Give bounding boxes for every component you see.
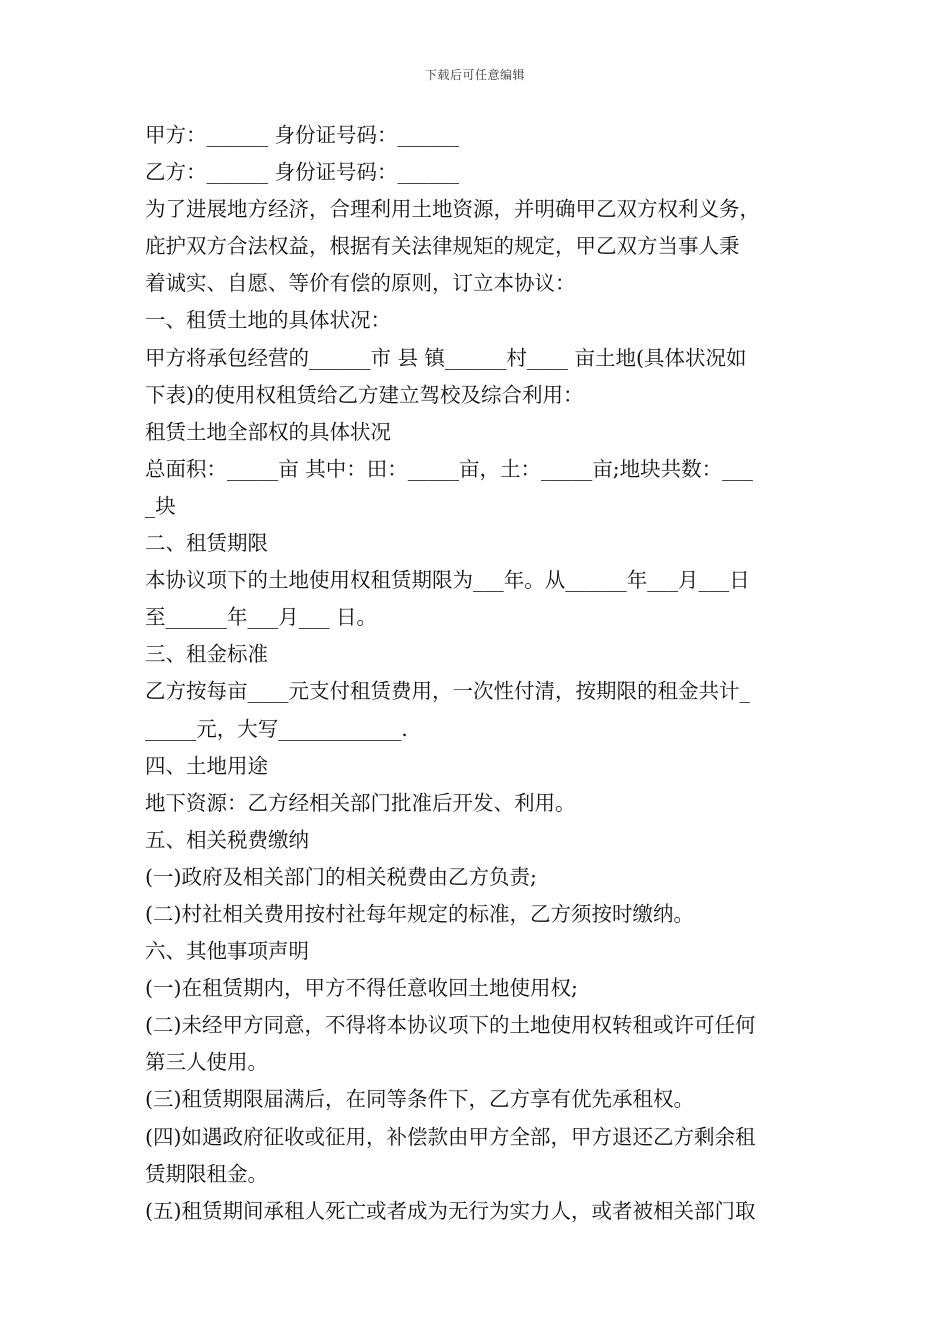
paragraph-line: 第三人使用。: [145, 1050, 268, 1075]
paragraph-line: 租赁土地全部权的具体状况: [145, 419, 391, 444]
paragraph-line: _____元，大写____________.: [145, 716, 408, 741]
party-b-line: 乙方：______ 身份证号码：______: [145, 160, 460, 185]
paragraph-line: (二)村社相关费用按村社每年规定的标准，乙方须按时缴纳。: [145, 901, 694, 926]
paragraph-line: (三)租赁期限届满后，在同等条件下，乙方享有优先承租权。: [145, 1087, 694, 1112]
paragraph-line: _块: [145, 493, 176, 518]
section-heading: 一、租赁土地的具体状况：: [145, 308, 391, 333]
paragraph-line: 下表)的使用权租赁给乙方建立驾校及综合利用：: [145, 382, 584, 407]
paragraph-line: (四)如遇政府征收或征用，补偿款由甲方全部，甲方退还乙方剩余租: [145, 1124, 756, 1149]
paragraph-line: (一)政府及相关部门的相关税费由乙方负责;: [145, 864, 537, 889]
page-header: 下载后可任意编辑: [424, 68, 525, 82]
paragraph-line: 地下资源：乙方经相关部门批准后开发、利用。: [145, 790, 576, 815]
paragraph-line: 本协议项下的土地使用权租赁期限为___年。从______年___月___日: [145, 568, 750, 593]
document-body: [145, 117, 815, 1230]
section-heading: 二、租赁期限: [145, 531, 268, 556]
paragraph-line: (二)未经甲方同意，不得将本协议项下的土地使用权转租或许可任何: [145, 1013, 756, 1038]
preamble-line: 庇护双方合法权益，根据有关法律规矩的规定，甲乙双方当事人秉: [145, 234, 740, 259]
preamble-line: 着诚实、自愿、等价有偿的原则，订立本协议：: [145, 271, 576, 296]
paragraph-line: 总面积：_____亩 其中：田：_____亩，土：_____亩;地块共数：___: [145, 456, 753, 481]
paragraph-line: (一)在租赁期内，甲方不得任意收回土地使用权;: [145, 976, 578, 1001]
section-heading: 四、土地用途: [145, 753, 268, 778]
paragraph-line: 至______年___月___ 日。: [145, 605, 378, 630]
paragraph-line: 甲方将承包经营的______市 县 镇______村____ 亩土地(具体状况如: [145, 345, 747, 370]
preamble-line: 为了进展地方经济，合理利用土地资源，并明确甲乙双方权利义务，: [145, 197, 760, 222]
section-heading: 三、租金标准: [145, 642, 268, 667]
section-heading: 六、其他事项声明: [145, 939, 309, 964]
paragraph-line: (五)租赁期间承租人死亡或者成为无行为实力人，或者被相关部门取: [145, 1198, 756, 1223]
section-heading: 五、相关税费缴纳: [145, 827, 309, 852]
paragraph-line: 赁期限租金。: [145, 1161, 268, 1186]
paragraph-line: 乙方按每亩____元支付租赁费用，一次性付清，按期限的租金共计_: [145, 679, 750, 704]
party-a-line: 甲方：______ 身份证号码：______: [145, 123, 460, 147]
